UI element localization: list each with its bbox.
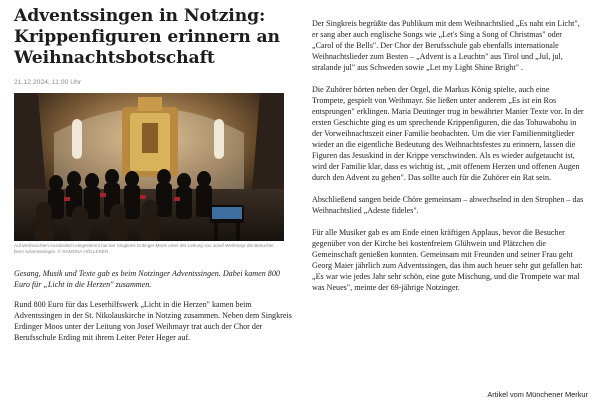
- right-column: [312, 18, 584, 304]
- right-paragraph-4: Für alle Musiker gab es am Ende einen kräftigen Applaus, bevor die Besucher gegenüber von der Kirche bei kostenfreiem Glühwein und Plätzchen die Gemeinschaft genießen konnten. Gemeinsam mit Freunden und seiner Frau geht Georg Maier jährlich zum Adventssingen, das ihm auch heuer sehr gut gefallen hat: „Es war wie jedes Jahr sehr schön, eine gute Mischung, und die Trompete war mal was Neues", meinte der 69-jährige Notzinger.: [312, 228, 583, 292]
- dateline: 21.12.2024, 11:00 Uhr: [14, 79, 82, 86]
- left-paragraph-1: Rund 800 Euro für das Leserhilfswerk „Licht in die Herzen" kamen beim Adventssingen in der St. Nikolauskirche in Notzing zusammen. Neben dem Singkreis Erdinger Moos unter der Leitung von Josef Weihmayr trat auch der Chor der Berufsschule Erding mit ihrem Leiter Peter Heger auf.: [14, 300, 292, 342]
- right-paragraph-3: Abschließend sangen beide Chöre gemeinsam – abwechselnd in den Strophen – das Weihnachtslied „Adeste fideles".: [312, 195, 584, 215]
- photo-caption: Auf Weihnachten musikalisch eingestimmt hat der Singkreis Erdinger Moos unter der Leitung von Josef Weihmayr die Besucher beim Adventssingen. © RAMONA HÖLLERER: [14, 243, 274, 254]
- left-column: [14, 6, 292, 343]
- headline: Adventssingen in Notzing: Krippenfiguren erinnern an Weihnachtsbotschaft: [14, 6, 280, 68]
- right-paragraph-1: Der Singkreis begrüßte das Publikum mit dem Weihnachtslied „Es naht ein Licht", er sang aber auch englische Songs wie „Let's Sing a Song of Christmas" oder „Carol of the Bells". Der Chor der Berufsschule gab ebenfalls internationale Weihnachtslieder zum Besten – „Advent is a Leuchtn" aus Tirol und „Jul, jul, stralande jul" aus Schweden sowie „Let my Light Shine Bright" .: [312, 19, 580, 72]
- article-photo: [14, 93, 284, 241]
- source-credit: Artikel vom Münchener Merkur: [487, 390, 588, 399]
- teaser: Gesang, Musik und Texte gab es beim Notzinger Adventssingen. Dabei kamen 800 Euro für „Licht in die Herzen" zusammen.: [14, 269, 280, 289]
- right-paragraph-2: Die Zuhörer hörten neben der Orgel, die Markus König spielte, auch eine Trompete, gespielt von Weihmayr. Sie ließen unter anderem „Es ist ein Ros entsprungen" erklingen. Maria Deutinger trug in bewährter Manier Texte vor. In der ersten Geschichte ging es um sprechende Krippenfiguren, die das Tohuwabohu in der Vorweihnachtszeit einer Familie beobachten. Um die vier Familienmitglieder wieder an die eigentliche Bedeutung des Weihnachtsfestes zu erinnern, lassen die Figuren das Jesuskind in der Krippe verschwinden. Als es wieder aufgetaucht ist, wird der Familie klar, dass es wichtig ist, „mit offenem Herzen und offenen Augen durch den Advent zu gehen". Das sollte auch für die Zuhörer ein Rat sein.: [312, 85, 584, 182]
